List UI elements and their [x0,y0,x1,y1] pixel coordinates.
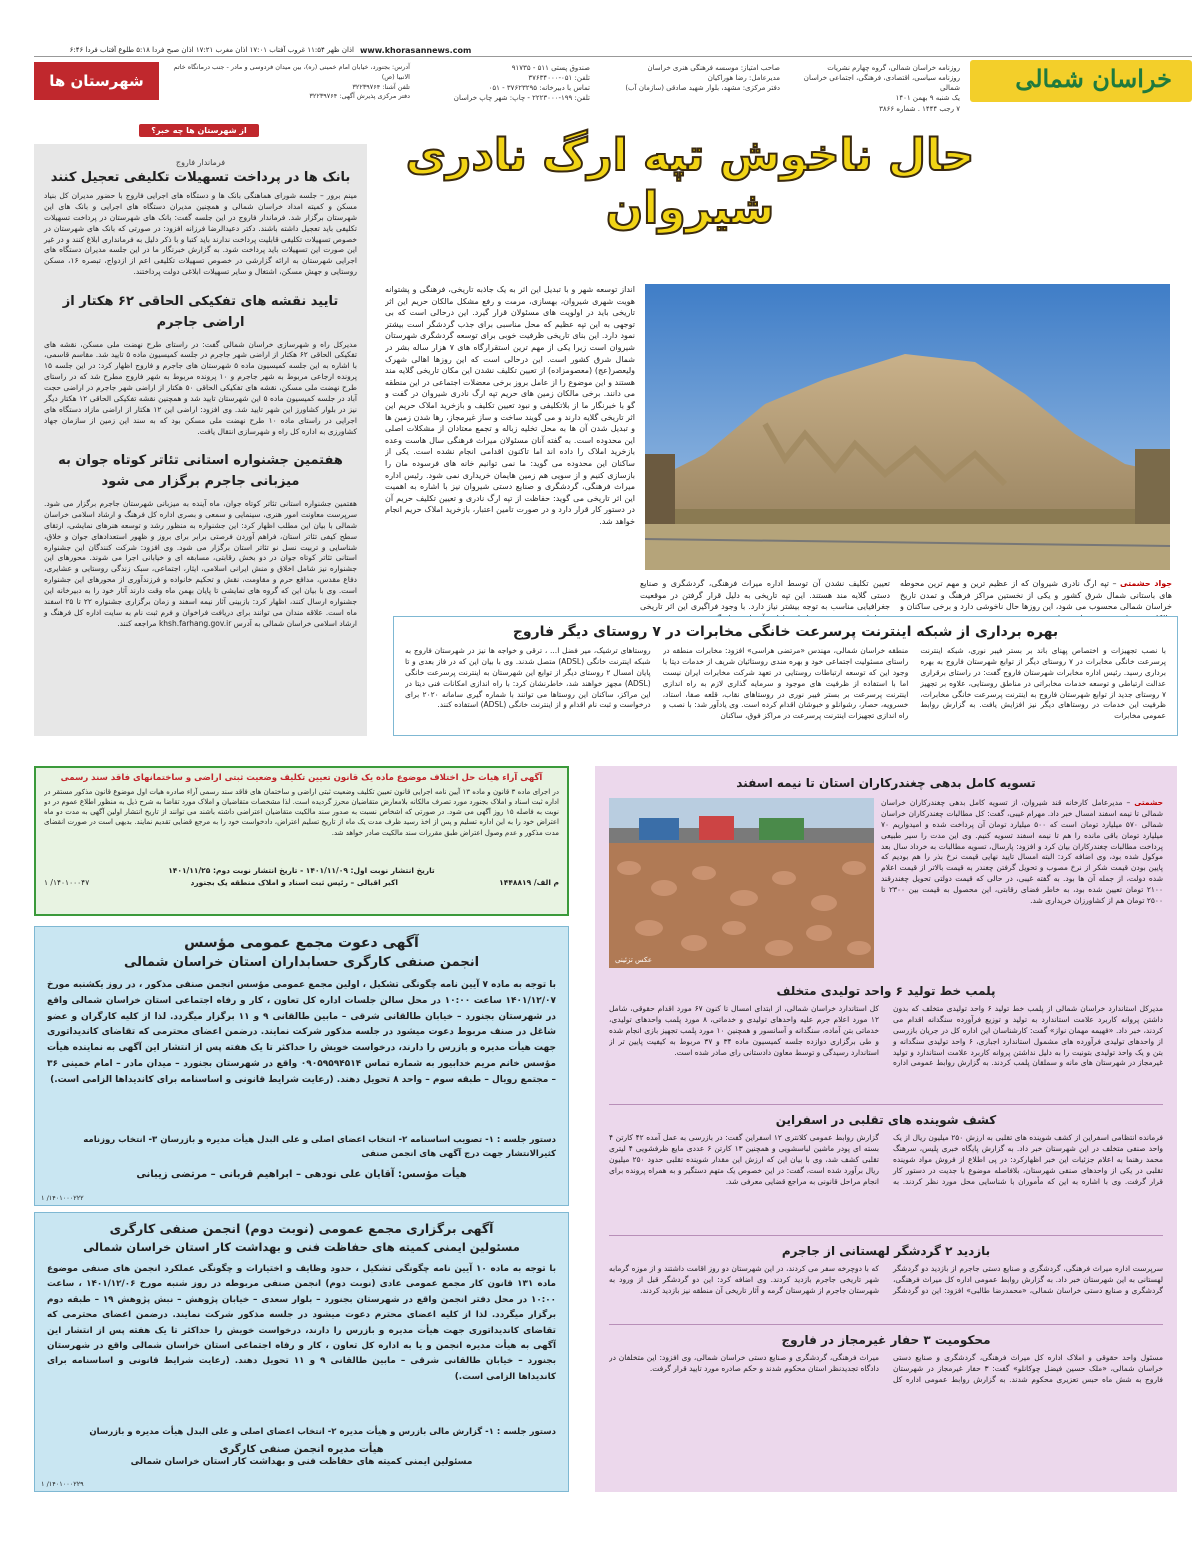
contact-info [420,63,590,104]
section-tab [34,62,159,100]
legal-notice [34,766,569,916]
news-title: تسویه کامل بدهی چغندرکاران استان تا نیمه اسفند [736,776,1036,790]
ad-signature: هیأت مدیره انجمن صنفی کارگری [219,1443,384,1455]
news-title: کشف شوینده های تقلبی در اسفراین [775,1113,997,1127]
address-line: تلفن آشنا: ۳۲۲۳۹۷۶۴ [352,82,410,91]
lead-column-mid: تعیین تکلیف نشدن آن توسط اداره میراث فرهنگی، گردشگری و صنایع دستی گلایه مند هستند. این تپه تاریخی به دلیل قرار گرفتن در موقعیت جغرافیایی مناسب به توجه بیشتر نیاز دارد. با وجود فراگیری این اثر تاریخی [640,579,890,612]
address-line: آدرس: بجنورد، خیابان امام خمینی (ره)، بین میدان فردوسی و مادر - جنب درمانگاه خاتم الانبیا (ص) [173,63,410,81]
internet-col: منطقه خراسان شمالی، مهندس «مرتضی هراسی» افزود: مخابرات منطقه در راستای مسئولیت اجتماعی خود و بهره مندی روستائیان شریف از خدمات دیتا با وجود این که توسعه ارتباطات روستایی در تعهد شرکت مخابرات ایران نیست اما با استفاده از ظرفیت های موجود و سرمایه گذاری لازم به راه اندازی اینترنت پرسرعت بر بستر فیبر نوری در روستاهای نقاب، قلعه صفا، استاد، خسرویه، حصار، رشوانلو و خبوشان اقدام کرده است. وی یادآور شد: با نصب و راه اندازی تجهیزات اینترنت پرسرعت در مراکز فوق، ساکنان [662,646,909,721]
masthead-line: روزنامه خراسان شمالی، گروه چهارم نشریات [827,64,960,72]
notice-signer: اکبر اقبالی – رئیس ثبت اسناد و املاک منطقه یک بجنورد [190,878,398,887]
internet-story [393,616,1178,736]
ad-subtitle: انجمن صنفی کارگری حسابداران استان خراسان شمالی [123,955,480,970]
notice-body: در اجرای ماده ۳ قانون و ماده ۱۳ آیین نامه اجرایی قانون تعیین تکلیف وضعیت ثبتی اراضی و ساختمان های فاقد سند رسمی آراء صادره هیات اول موضوع قانون مذکور مستقر در اداره ثبت اسناد و املاک بجنورد مورد تصرف مالکانه بلامعارض متقاضیان محرز گردیده است. لذا مشخصات متقاضیان و املاک مورد تقاضا به شرح ذیل به منظور اطلاع عموم در دو نوبت به فاصله ۱۵ روز آگهی می شود. در صورتی که اشخاص نسبت به صدور سند مالکیت متقاضیان اعتراضی داشته باشند می توانند از تاریخ انتشار اولین آگهی به مدت دو ماه اعتراض خود را به این اداره تسلیم و پس از اخذ رسید ظرف مدت یک ماه از تاریخ تسلیم اعتراض، دادخواست خود را به مرجع قضایی تقدیم نمایند. بدیهی است در صورت انقضای مدت مذکور و عدم وصول اعتراض طبق مقررات سند مالکیت صادر خواهد شد. [44,788,559,837]
story-title: هفتمین جشنواره استانی تئاتر کوتاه جوان به میزبانی جاجرم برگزار می شود [58,453,343,490]
website[interactable]: www.khorasannews.com [360,46,472,55]
lead-title-line2: شیروان [605,182,775,234]
story-body: مدیرکل راه و شهرسازی خراسان شمالی گفت: در راستای طرح نهضت ملی مسکن، نقشه های تفکیکی الحاقی ۶۲ هکتار از اراضی شهر جاجرم در جلسه کمیسیون ماده ۵ تایید شد. مقاسم قاسمی، با اشاره به این جلسه کمیسیون ماده ۵ شهرستان های جاجرم و فاروج اظهار کرد: در این جلسه ۱۵ پرونده ارجاعی مربوط به شهر جاجرم و ۱۰ پرونده مربوط به شهر فاروج مطرح شد که در راستای طرح نهضت ملی مسکن، نقشه های تفکیکی الحاقی ۵۰ هکتار از اراضی شهر جاجرم در اراضی حجت آباد در جلسه کمیسیون ماده ۵ این شهرستان تایید شد و همچنین نقشه تفکیکی الحاقی ۱۲ هکتار دیگر نیز در بلوار کشاورز این شهر تایید شد. وی افزود: اراضی این ۱۲ هکتار از اراضی مازاد دستگاه های اجرایی در راستای ماده ۱۰ طرح نهضت ملی مسکن بود که به سند این زمین از سازمان جهاد کشاورزی به اداره کل راه و شهرسازی انتقال یافت. [44,339,357,436]
page-header [0,0,1200,112]
news-body: مسئول واحد حقوقی و املاک اداره کل میراث فرهنگی، گردشگری و صنایع دستی خراسان شمالی، «ملک حسین فیضل چوکانلو» گفت: ۳ حفار غیرمجاز در شهرستان فاروج به شش ماه حبس تعزیری محکوم شدند. به گزارش روابط عمومی اداره کل میراث فرهنگی، گردشگری و صنایع دستی خراسان شمالی، وی افزود: این متخلفان در دادگاه تجدیدنظر استان محکوم شدند و حکم صادره مورد تایید قرار گرفت. [609,1353,1163,1384]
lead-intro-text: – تپه ارگ نادری شیروان که از عظیم ترین و مهم ترین محوطه های باستانی شمال شرق کشور و یکی از نخستین مراکز فرهنگ و تمدن تاریخ خراسان شمالی محسوب می شود، این روزها حال ناخوشی دارد و برخی ساکنان و [900,579,1172,612]
internet-title: بهره برداری از شبکه اینترنت پرسرعت خانگی مخابرات در ۷ روستای دیگر فاروج [512,624,1059,640]
photo-credit: عکس تزئینی [615,956,653,964]
ad-agenda: دستور جلسه : ۱- گزارش مالی بازرس و هیأت مدیره ۲- انتخاب اعضای اصلی و علی البدل هیأت مدیره و بازرسان [89,1427,556,1437]
owner-info [600,63,780,93]
ad-agenda: دستور جلسه : ۱- تصویب اساسنامه ۲- انتخاب اعضای اصلی و علی البدل هیأت مدیره و بازرسان ۳- انتخاب روزنامه کثیرالانتشار جهت درج آگهی های انجمن صنفی [83,1135,556,1159]
lead-headline [400,130,980,236]
ad-title: آگهی دعوت مجمع عمومی مؤسس [184,935,419,951]
ad-code: ۱۴۰۱۰۰۰۲۲۲/ ۱ [41,1194,84,1202]
news-body: فرمانده انتظامی اسفراین از کشف شوینده های تقلبی به ارزش ۲۵۰ میلیون ریال از یک واحد صنفی متخلف در این شهرستان خبر داد. به گزارش پایگاه خبری پلیس، سرهنگ محمد رهنما به اعلام جزئیات این خبر اظهارکرد: در پی اطلاع از فروش مواد شوینده تقلبی در یکی از واحدهای صنفی شهرستان، بلافاصله موضوع با جدیت در دستور کار قرار گرفت. وی با اشاره به این که مأموران با شناسایی محل مورد نظر کردند. به گزارش روابط عمومی کلانتری ۱۲ اسفراین گفت: در بازرسی به عمل آمده ۴۲ کارتن ۴ بسته ای پودر ماشین لباسشویی و همچنین ۱۳ کارتن ۶ عددی مایع ظرفشویی ۴ لیتری تقلبی کشف شد، وی با بیان این که ارزش این مقدار شوینده تقلبی حدود ۲۵۰ میلیون ریال برآورد شده است، گفت: در این خصوص یک متهم دستگیر و به همراه پرونده برای انجام مراحل قانونی به مراجع قضایی معرفی شد. [609,1133,1163,1186]
contact-line: تلفن: ۰۵۱-۳۷۶۳۴۰۰۰ [528,74,590,83]
logo-box [970,60,1192,102]
issue-date: یک شنبه ۹ بهمن ۱۴۰۱ [895,94,960,103]
lead-photo [645,284,1170,570]
story-body: مینم برور – جلسه شورای هماهنگی بانک ها و دستگاه های اجرایی فاروج با حضور مدیران کل بنیاد مسکن و کمیته امداد خراسان شمالی و همچنین مدیران دستگاه های اجرایی و بانک های این شهرستان برگزار شد. فرماندار فاروج در این جلسه گفت: بانک های شهرستان در پرداخت تسهیلات تکلیفی باید تعجیل داشته باشند. دکتر دعیدالرضا فرزانه افزود: در صورتی که بانک های شهرستان در خصوص تسهیلات تکلیفی قابلیت پرداخت ندارند باید کتبا و با ذکر دلیل به فرمانداری ابلاغ کنند و در غیر این صورت این تسهیلات باید پرداخت شود. به گزارش خبرنگار ما در این جلسه مدیران دستگاه های اجرایی شهرستان به ارائه گزارشی در خصوص تسهیلات تکلیفی اعم از ازدواج، تبصره ۱۶، مسکن روستایی و جهش مسکن، اشتغال و سایر تسهیلات ابلاغی دولت پرداختند. [44,191,357,277]
masthead [790,63,960,114]
notice-code: م الف/ ۱۴۴۸۸۱۹ [499,878,559,887]
lead-title-line1: حال ناخوش تپه ارگ نادری [405,130,975,181]
prayer-times: اذان ظهر ۱۱:۵۴ غروب آفتاب ۱۷:۰۱ اذان مغرب ۱۷:۲۱ اذان صبح فردا ۵:۱۸ طلوع آفتاب فردا ۶:۴۶ [69,46,354,54]
sidebar-tag: از شهرستان ها چه خبر؟ [139,124,259,137]
masthead-line: روزنامه سیاسی، اقتصادی، فرهنگی، اجتماعی خراسان شمالی [803,74,960,93]
city-news-sidebar [34,126,367,736]
contact-line: تماس با دبیرخانه: ۳۷۶۲۳۲۹۵ - ۰۵۱ [488,84,590,93]
address-line: دفتر مرکزی پذیرش آگهی: ۳۲۲۳۹۷۶۴ [309,92,410,101]
owner-line: صاحب امتیاز: موسسه فرهنگی هنری خراسان [647,64,780,72]
notice-title: آگهی آراء هیات حل اختلاف موضوع ماده یک قانون تعیین تکلیف وضعیت ثبتی اراضی و ساختمانهای فاقد سند رسمی [60,773,543,783]
founders-meeting-ad [34,926,569,1206]
general-assembly-ad [34,1212,569,1492]
news-title: محکومیت ۳ حفار غیرمجاز در فاروج [781,1333,991,1347]
internet-col: روستاهای ترشیک، میر فضل ا... ، ترقی و خواجه ها نیز در شهرستان فاروج به شبکه اینترنت خانگی (ADSL) متصل شدند. وی با بیان این که در فاز بعدی و تا پایان امسال ۲ روستای دیگر از توابع این شهرستان به اینترنت پرسرعت خانگی (ADSL) مجهز خواهند شد، خاطرنشان کرد: با راه اندازی امکانات فنی دیتا در این مراکز، ساکنان این روستاها می توانند با شماره گیری سامانه ۲۰۲۰ برای درخواست و ثبت نام اقدام و از اینترنت خانگی (ADSL) استفاده کنند. [404,646,651,710]
story-kicker: فرماندار فاروج [175,158,226,167]
contact-line: صندوق پستی ۵۱۱ - ۹۱۷۳۵ [511,64,590,72]
address-info [170,63,410,102]
news-body [881,798,1163,976]
ad-subtitle: مسئولین ایمنی کمیته های حفاظت فنی و بهداشت کار استان خراسان شمالی [83,1240,520,1254]
ad-title: آگهی برگزاری مجمع عمومی (نوبت دوم) انجمن صنفی کارگری [109,1221,494,1236]
notice-dates: تاریخ انتشار نوبت اول: ۱۴۰۱/۱۱/۰۹ - تاریخ انتشار نوبت دوم: ۱۴۰۱/۱۱/۲۵ [168,866,435,875]
ad-signature: مسئولین ایمنی کمیته های حفاظت فنی و بهداشت کار استان خراسان شمالی [130,1456,473,1467]
section-tab-label: شهرستان ها [49,72,144,90]
story-title: بانک ها در پرداخت تسهیلات تکلیفی تعجیل کنند [50,170,351,185]
news-body-text: – مدیرعامل کارخانه قند شیروان، از تسویه کامل بدهی چغندرکاران خراسان شمالی تا نیمه اسفند امسال خبر داد. مهرام غیبی، گفت: کل مطالبات چغندرکاران خراسان شمالی ۵۷۰ میلیارد تومان است که ۵۰۰ میلیارد تومان آن پرداخت شده و امیدواریم ۷۰ میلیارد تومان باقی مانده را هم تا نیمه اسفند تسویه کنیم. وی این مدت را سیر طبیعی پرداخت مطالبات چغندرکاران بیان کرد و افزود: پارسال، تسویه مطالبات به خرداد سال بعد موکول شده بود، وی اضافه کرد: البته امسال تایید نهایی قیمت نرخ بذر را هم بودیم که پایین بودن قیمت شکر از نرخ مصوب و تحویل گرفتن چغندر به قیمت بالاتر از قیمت اعلام شده دولت، از جمله آن ها بود. به گفته غیبی، در حالی که قیمت دولتی تحویل چغندرقند ۲۱۰۰ تومان تعیین شده بود، به خاطر فضای رقابتی، این محصول به قیمت بین ۲۳۰۰ تا ۲۵۰۰ تومان هم از کشاورزان خریداری شد. [881,798,1163,905]
logo-text: خراسان شمالی [1015,64,1172,93]
ad-body: با توجه به ماده ۱۰ آیین نامه چگونگی تشکیل ، حدود وظایف و اختیارات و چگونگی عملکرد انجمن های صنفی موضوع ماده ۱۳۱ قانون کار مجمع عمومی عادی (نوبت دوم) انجمن صنفی مربوطه در روز شنبه مورخ ۱۴۰۱/۱۲/۰۶ ، ساعت ۱۰:۰۰ در محل دفتر انجمن واقع در شهرستان بجنورد – بلوار سعدی – خیابان پژوهش – نبش پژوهش ۱۹ – طبقه دوم برگزار میگردد. لذا از کلیه اعضای محترم دعوت میشود در جلسه مذکور شرکت نمایند. درضمن اعضای محترمی که تقاضای کاندیداتوری جهت هیأت مدیره و بازرس را دارند، درخواست خویش را حداکثر تا یک هفته پس از انتشار این آگهی به هیأت مدیره انجمن و یا به اداره کل تعاون ، کار و رفاه اجتماعی استان خراسان شمالی واقع در شهرستان بجنورد – خیابان طالقانی شرقی – مابین طالقانی ۹ و ۱۱ تحویل دهند. (رعایت شرایط قانونی و اساسنامه برای کاندیداها الزامی است.) [47,1264,556,1382]
news-title: بازدید ۲ گردشگر لهستانی از جاجرم [781,1244,991,1258]
news-title: پلمب خط تولید ۶ واحد تولیدی متخلف [776,984,996,998]
news-byline: حشمتی [1134,798,1163,807]
contact-line: تلفن: ۱۹۹-۲۲۲۳۰۰۰ - چاپ: شهر چاپ خراسان [453,94,590,103]
beet-photo [609,798,874,968]
notice-code: ۱۴۰۱۰۰۰۴۷/ ۱ [44,878,90,887]
internet-col: با نصب تجهیزات و اختصاص پهنای باند بر بستر فیبر نوری، شبکه اینترنت پرسرعت خانگی مخابرات در ۷ روستای دیگر از توابع شهرستان فاروج به بهره برداری رسید. رئیس اداره مخابرات شهرستان فاروج گفت: در راستای برقراری عدالت ارتباطی و توسعه خدمات مخابراتی در مناطق روستایی، علاوه بر تجهیز ۷ روستای جدید از توابع شهرستان فاروج به اینترنت پرسرعت خانگی مخابرات، ظرفیت این خدمات در روستاهای دیگر نیز افزایش یافت. به گزارش روابط عمومی مخابرات [920,646,1166,721]
owner-line: دفتر مرکزی: مشهد، بلوار شهید صادقی (سازمان آب) [625,84,780,93]
issue-number: ۷ رجب ۱۴۴۴ . شماره ۳۸۶۶ [879,104,960,113]
ad-founders: هیأت مؤسس: آقایان علی نودهی – ابراهیم قربانی – مرتضی زیبانی [136,1169,467,1181]
lead-column-left: انداز توسعه شهر و با تبدیل این اثر به یک جاذبه تاریخی، فرهنگی و پشتوانه هویت شهری شیروان، بهسازی، مرمت و رفع مشکل مالکان حریم این اثر تاریخی باید در اولویت های مسئولان قرار گیرد. این درحالی است که بی توجهی به این تپه عظیم که محل مناسبی برای جذب گردشگر است بیشتر نمود دارد. این بنای تاریخی ظرفیت خوبی برای توسعه گردشگری شهرستان شیروان است زیرا یکی از مهم ترین استقرارگاه های ۷ هزار ساله بشر در شمال شرق کشور است. این درحالی است که این روزها اهالی شهرک ولیعصر(عج) (معصومزاده) از تعیین تکلیف نشدن این مکان تاریخی گلایه مند هستند و این موضوع را از عامل بروز برخی معضلات اجتماعی در این منطقه می دانند. برخی مالکان زمین های حریم تپه ارگ نادری شیروان در گفت و گو با خبرنگار ما از بلاتکلیفی و نبود تعیین تکلیف و بازخرید املاک حریم این اثر تاریخی گلایه دارند و می گویند ساخت و ساز غیرمجاز، رها شدن زمین ها و تبدیل شدن آن ها به محل تخلیه زباله و تجمع معتادان از مشکلات اصلی این محدوده است. به گفته آنان مسئولان میراث فرهنگی سال هاست وعده بازخرید املاک را داده اند اما تاکنون اقدامی انجام نشده است. یکی از ساکنان این محدوده می گوید: ما نمی توانیم خانه های فرسوده مان را بازسازی کنیم و از سویی هم زمین هایمان خریداری نمی شود. رئیس اداره میراث فرهنگی، گردشگری و صنایع دستی شیروان نیز با اشاره به اهمیت این اثر تاریخی می گوید: حفاظت از تپه ارگ نادری و تعیین تکلیف حریم آن در دستور کار قرار دارد و در صورت تامین اعتبار، بازخرید املاک حریم انجام خواهد شد. [385,285,635,526]
ad-body: با توجه به ماده ۷ آیین نامه چگونگی تشکیل ، اولین مجمع عمومی مؤسس انجمن صنفی مذکور ، در روز یکشنبه مورخ ۱۴۰۱/۱۲/۰۷ ساعت ۱۰:۰۰ در محل سالن جلسات اداره کل تعاون ، کار و رفاه اجتماعی استان خراسان شمالی واقع در شهرستان بجنورد – خیابان طالقانی شرقی – مابین طالقانی ۹ و ۱۱ برگزار میگردد. لذا از کلیه کارگران و عضو شاغل در صنف مربوط دعوت میشود در جلسه مذکور شرکت نمایند. درضمن اعضای محترمی که تقاضای کاندیداتوری جهت هیأت مدیره و بازرس را دارند، درخواست خویش را حداکثر تا یک هفته پس از انتشار این آگهی به نماینده هیأت مؤسس خانم مریم خدابیور به شماره تماس ۰۹۰۵۹۵۹۴۵۱۴ واقع در شهرستان بجنورد – میدان مادر – امام خمینی ۳۶ – مجتمع رویال – طبقه سوم – واحد ۸ تحویل دهند. (رعایت شرایط قانونی و اساسنامه برای کاندیداها الزامی است.) [47,980,556,1085]
beet-photo-graphic [609,798,874,968]
story-title: تایید نقشه های تفکیکی الحاقی ۶۲ هکتار از اراضی جاجرم [62,294,339,330]
story-body: هفتمین جشنواره استانی تئاتر کوتاه جوان، ماه آینده به میزبانی شهرستان جاجرم برگزار می شود. سرپرست معاونت امور هنری، سینمایی و سمعی و بصری اداره کل فرهنگ و ارشاد اسلامی خراسان شمالی با بیان این مطلب اظهار کرد: این جشنواره به منظور رشد و توسعه هنرهای نمایشی، ارتقای سطح کیفی تئاتر استان، فراهم آوردن فرصتی برابر برای بروز و ظهور استعدادهای جوان و خلاق، شناسایی و تربیت نسل نو تئاتر استان برگزار می شود. وی افزود: شرکت کنندگان این جشنواره استانی تئاتر کوتاه جوان در دو بخش رقابتی، مسابقه ای و خیابانی اجرا می شوند. محورهای این جشنواره نیز شامل اخلاق و منش ایرانی اسلامی، ایثار، اجتماعی، سبک زندگی روستایی و عشایری، دفاع مقدس، مدافع حرم و مقاومت، نقش و تحکیم خانواده و فرزندآوری از محورهای این جشنواره است. وی با بیان این که گروه های نمایشی تا پایان بهمن ماه وقت دارند آثار خود را به دبیرخانه این جشنواره ارسال کنند، اظهار کرد: بازبینی آثار نیمه اسفند و زمان برگزاری جشنواره ۲۲ تا ۲۵ اسفند ماه است. علاقه مندان می توانند برای دریافت فراخوان و فرم ثبت نام به سایت اداره کل فرهنگ و ارشاد اسلامی خراسان شمالی به آدرس khsh.farhang.gov.ir مراجعه کنند. [44,499,358,628]
lead-byline: جواد حشمتی [1120,579,1172,588]
provincial-news-box [595,766,1177,1492]
news-body: سرپرست اداره میراث فرهنگی، گردشگری و صنایع دستی جاجرم از بازدید دو گردشگر لهستانی به این شهرستان خبر داد. به گزارش روابط عمومی اداره کل میراث فرهنگی، گردشگری و صنایع دستی خراسان شمالی، «محمدرضا طالبی» افزود: این دو گردشگر که با دوچرخه سفر می کردند، در این شهرستان دو روز اقامت داشتند و از موزه گرمابه شهر تاریخی جاجرم بازدید کردند. وی اضافه کرد: این دو گردشگر قبل از ورود به شهرستان جاجرم از شهرستان گرمه و آثار تاریخی آن منطقه نیز بازدید کردند. [609,1264,1163,1295]
owner-line: مدیرعامل: رضا هوراکیان [707,74,780,83]
news-body: مدیرکل استاندارد خراسان شمالی از پلمب خط تولید ۶ واحد تولیدی متخلف که بدون داشتن پروانه کاربرد علامت استاندارد به تولید و توزیع فرآورده سنگدانه اقدام می کردند، خبر داد. «فهیمه مهمان نواز» گفت: کارشناسان این اداره کل در جریان بازرسی از واحدهای تولیدی فرآورده های مشمول استاندارد اجباری، ۶ واحد تولیدی سنگدانه و بتن و یک واحد تولیدی بتونیت را به دلیل نداشتن پروانه کاربرد علامت استاندارد و تولید غیرمجاز در شهرستان های مانه و سملقان پلمب کردند. به گزارش روابط عمومی اداره کل استاندارد خراسان شمالی، از ابتدای امسال تا کنون ۶۷ مورد اقدام حقوقی، شامل ۱۲ مورد اعلام جرم علیه واحدهای تولیدی و خدماتی، ۸ مورد پلمب واحدهای تولیدی، خدماتی بتن آماده، سنگدانه و آسانسور و همچنین ۱۰ مورد پلمب تجهیز بازی انجام شده و طی برگزاری دوازده جلسه کمیسیون ماده ۳۴ و ۳۷ مربوط به کیفیت پایین تر از استاندارد رسیدگی و توسط معاون دادستانی رای صادر شده است. [609,1004,1163,1068]
hill-photo-graphic [645,284,1170,570]
ad-code: ۱۴۰۱۰۰۰۲۲۹/ ۱ [41,1480,84,1488]
